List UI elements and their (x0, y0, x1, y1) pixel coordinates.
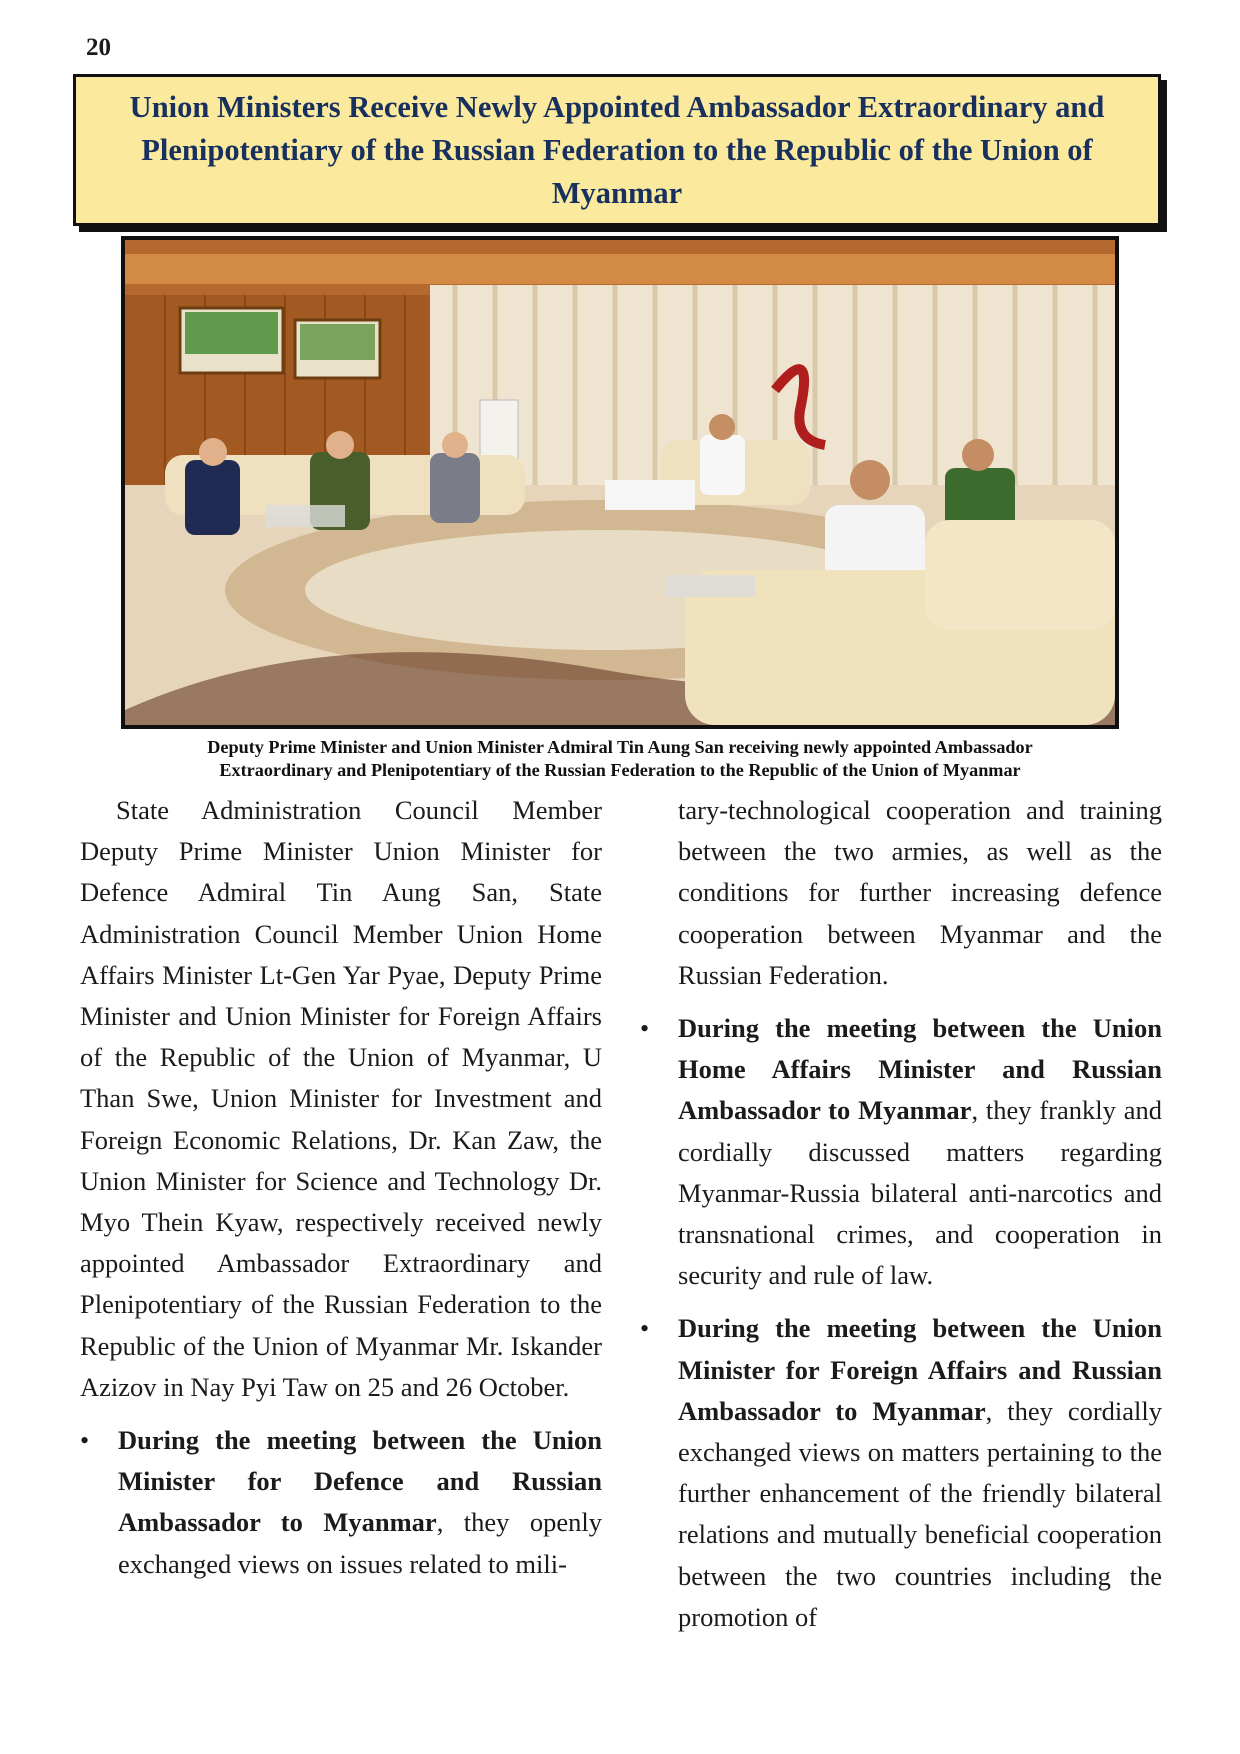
bullet-marker: • (80, 1426, 90, 1456)
bullet-defence-text: , they openly exchanged views on issues related to mili- (118, 1507, 603, 1579)
page-number: 20 (86, 34, 111, 61)
meeting-photo-illustration (125, 240, 1115, 725)
title-banner (73, 74, 1161, 226)
left-column (80, 790, 602, 1585)
caption-line-2: Extraordinary and Plenipotentiary of the Russian Federation to the Republic of the Union of Myanmar (219, 760, 1021, 780)
article-title: Union Ministers Receive Newly Appointed Ambassador Extraordinary and Plenipotentiary of the Russian Federation to the Republic of the Union of Myanmar (129, 89, 1105, 210)
bullet-marker: • (640, 1014, 650, 1044)
bullet-home-affairs-text: , they frankly and cordially discussed matters regarding Myanmar-Russia bilateral anti-narcotics and transnational crimes, and cooperation in security and rule of law. (678, 1095, 1162, 1291)
bullet-marker: • (640, 1314, 650, 1344)
intro-paragraph: State Administration Council Member Deputy Prime Minister Union Minister for Defence Admiral Tin Aung San, State Administration Council Member Union Home Affairs Minister Lt-Gen Yar Pyae, Deputy Prime Minister and Union Minister for Foreign Affairs of the Republic of the Union of Myanmar, U Than Swe, Union Minister for Investment and Foreign Economic Relations, Dr. Kan Zaw, the Union Minister for Science and Technology Dr. Myo Thein Kyaw, respectively received newly appointed Ambassador Extraordinary and Plenipotentiary of the Russian Federation to the Republic of the Union of Myanmar Mr. Iskander Azizov in Nay Pyi Taw on 25 and 26 October. (80, 795, 602, 1402)
bullet-foreign-affairs-text: , they cordially exchanged views on matters pertaining to the further enhancement of the friendly bilateral relations and mutually beneficial cooperation between the two countries including the promotion of (678, 1395, 1163, 1632)
bullet-defence-continuation (678, 790, 1162, 996)
right-column (640, 790, 1163, 1638)
bullet-defence (80, 1420, 602, 1585)
bullet-home-affairs (640, 1008, 1162, 1296)
caption-line-1: Deputy Prime Minister and Union Minister Admiral Tin Aung San receiving newly appointed Ambassador (207, 737, 1033, 757)
bullet-foreign-affairs-heading: During the meeting between the Union Minister for Foreign Affairs and Russian Ambassador to Myanmar (678, 1313, 1162, 1426)
bullet-defence-continued-text: tary-technological cooperation and training between the two armies, as well as the conditions for further increasing defence cooperation between Myanmar and the Russian Federation. (678, 795, 1162, 990)
bullet-defence-heading: During the meeting between the Union Minister for Defence and Russian Ambassador to Myanmar (118, 1425, 602, 1538)
meeting-photo (121, 236, 1119, 729)
photo-caption (121, 736, 1119, 782)
bullet-home-affairs-heading: During the meeting between the Union Home Affairs Minister and Russian Ambassador to Myanmar (678, 1013, 1162, 1126)
bullet-foreign-affairs (640, 1308, 1163, 1638)
